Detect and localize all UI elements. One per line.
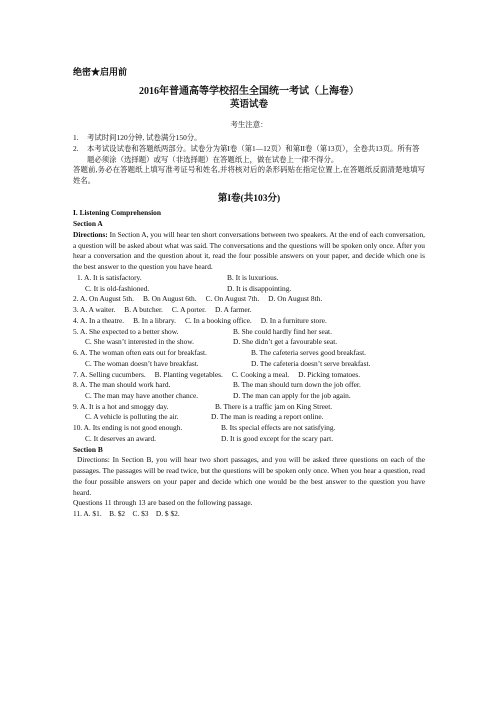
question-2 — [73, 294, 425, 305]
option: D. It is good except for the scary part. — [221, 433, 334, 443]
question-8 — [73, 380, 425, 391]
option: B. On August 6th. — [142, 294, 197, 304]
notice-footer: 答题前,务必在答题纸上填写准考证号和姓名,并将核对后的条形码贴在指定位置上,在答题纸反面清楚地填写姓名。 — [73, 165, 425, 185]
option: D. The man can apply for the job again. — [233, 390, 351, 400]
question-10 — [73, 423, 425, 434]
passage-intro: Questions 11 through 13 are based on the following passage. — [73, 498, 253, 508]
notice-text: 考试时间120分钟, 试卷满分150分。 — [87, 133, 202, 143]
option: 3. A. A waiter. — [73, 305, 116, 315]
directions-label: Directions: — [73, 229, 108, 239]
option: 7. A. Selling cucumbers. — [73, 369, 146, 379]
option: C. In a booking office. — [184, 315, 252, 325]
option: D. She didn’t get a favourable seat. — [233, 337, 338, 347]
option: D. The man is reading a report online. — [211, 412, 324, 422]
option: B. The man should turn down the job offer. — [233, 380, 361, 390]
notice-item — [73, 144, 425, 165]
option: 1. A. It is satisfactory. — [77, 272, 142, 282]
part-title: 第I卷(共103分) — [217, 193, 281, 204]
option: B. Planting vegetables. — [154, 369, 223, 379]
option: B. Its special effects are not satisfying. — [221, 423, 336, 433]
option: 8. A. The man should work hard. — [73, 380, 171, 390]
option: C. On August 7th. — [205, 294, 260, 304]
question-8-cd — [73, 391, 425, 402]
option: 5. A. She expected to a better show. — [73, 326, 179, 336]
question-6-cd — [73, 359, 425, 370]
section-a-title: Section A — [73, 219, 103, 229]
option: C. It is old-fashioned. — [85, 283, 150, 293]
option: D. A farmer. — [214, 305, 252, 315]
question-5-cd — [73, 337, 425, 348]
notice-text: 本考试设试卷和答题纸两部分。试卷分为第I卷（第1—12页）和第II卷（第13页），全卷共13页。所有答题必须涂（选择题）或写（非选择题）在答题纸上，做在试卷上一律不得分。 — [87, 143, 420, 164]
option: B. The cafeteria serves good breakfast. — [251, 348, 366, 358]
exam-title: 2016年普通高等学校招生全国统一考试（上海卷） — [139, 86, 359, 98]
option: 6. A. The woman often eats out for breakfast. — [73, 348, 207, 358]
option: C. The man may have another chance. — [85, 390, 199, 400]
option: C. It deserves an award. — [85, 433, 157, 443]
option: B. She could hardly find her seat. — [233, 326, 332, 336]
question-5 — [73, 327, 425, 338]
option: D. In a furniture store. — [260, 315, 327, 325]
option: 2. A. On August 5th. — [73, 294, 134, 304]
option: 4. A. In a theatre. — [73, 315, 125, 325]
option: B. In a library. — [133, 315, 176, 325]
option: D. Picking tomatoes. — [298, 369, 361, 379]
option: D. On August 8th. — [268, 294, 323, 304]
notice-num: 2. — [73, 143, 79, 153]
option: C. A vehicle is polluting the air. — [85, 412, 179, 422]
question-6 — [73, 348, 425, 359]
option: 10. A. Its ending is not good enough. — [73, 423, 183, 433]
option: C. She wasn’t interested in the show. — [85, 337, 194, 347]
option: D. It is disappointing. — [227, 283, 292, 293]
question-1-cd — [73, 284, 425, 295]
question-11: 11. A. $1. B. $2 C. $3 D. $ $2. — [73, 509, 180, 519]
notice-heading: 考生注意： — [230, 120, 268, 130]
option: D. The cafeteria doesn’t serve breakfast. — [251, 358, 371, 368]
secret-label: 绝密★启用前 — [73, 67, 128, 77]
option: C. The woman doesn’t have breakfast. — [85, 358, 199, 368]
option: C. Cooking a meal. — [231, 369, 290, 379]
directions-b: Directions: In Section B, you will hear two short passages, and you will be asked three questions on each of the passages. The passages will be read twice, but the questions will be spoken only once. When you hear a question, read the four possible answers on your paper and decide which one would be the best answer to the question you have heard. — [73, 455, 425, 497]
exam-subtitle: 英语试卷 — [229, 99, 268, 110]
notice-item — [73, 133, 425, 144]
question-1 — [73, 273, 425, 284]
question-4 — [73, 316, 425, 327]
question-9 — [73, 402, 425, 413]
option: B. It is luxurious. — [227, 272, 279, 282]
option: C. A porter. — [171, 305, 206, 315]
directions-a-text: In Section A, you will hear ten short conversations between two speakers. At the end of each conversation, a question will be asked about what was said. The conversations and the questions will be spoken only once. After you hear a conversation and the question about it, read the four possible answers on your paper, and decide which one is the best answer to the question you have heard. — [73, 229, 425, 272]
question-3 — [73, 305, 425, 316]
exam-page — [73, 66, 425, 520]
question-7 — [73, 370, 425, 381]
option: B. A butcher. — [124, 305, 163, 315]
option: 9. A. It is a hot and smoggy day. — [73, 401, 169, 411]
question-10-cd — [73, 434, 425, 445]
section-b-title: Section B — [73, 444, 103, 454]
notice-num: 1. — [73, 133, 79, 143]
question-9-cd — [73, 412, 425, 423]
section-title: I. Listening Comprehension — [73, 208, 161, 218]
option: B. There is a traffic jam on King Street. — [215, 401, 333, 411]
directions-a — [73, 230, 425, 273]
